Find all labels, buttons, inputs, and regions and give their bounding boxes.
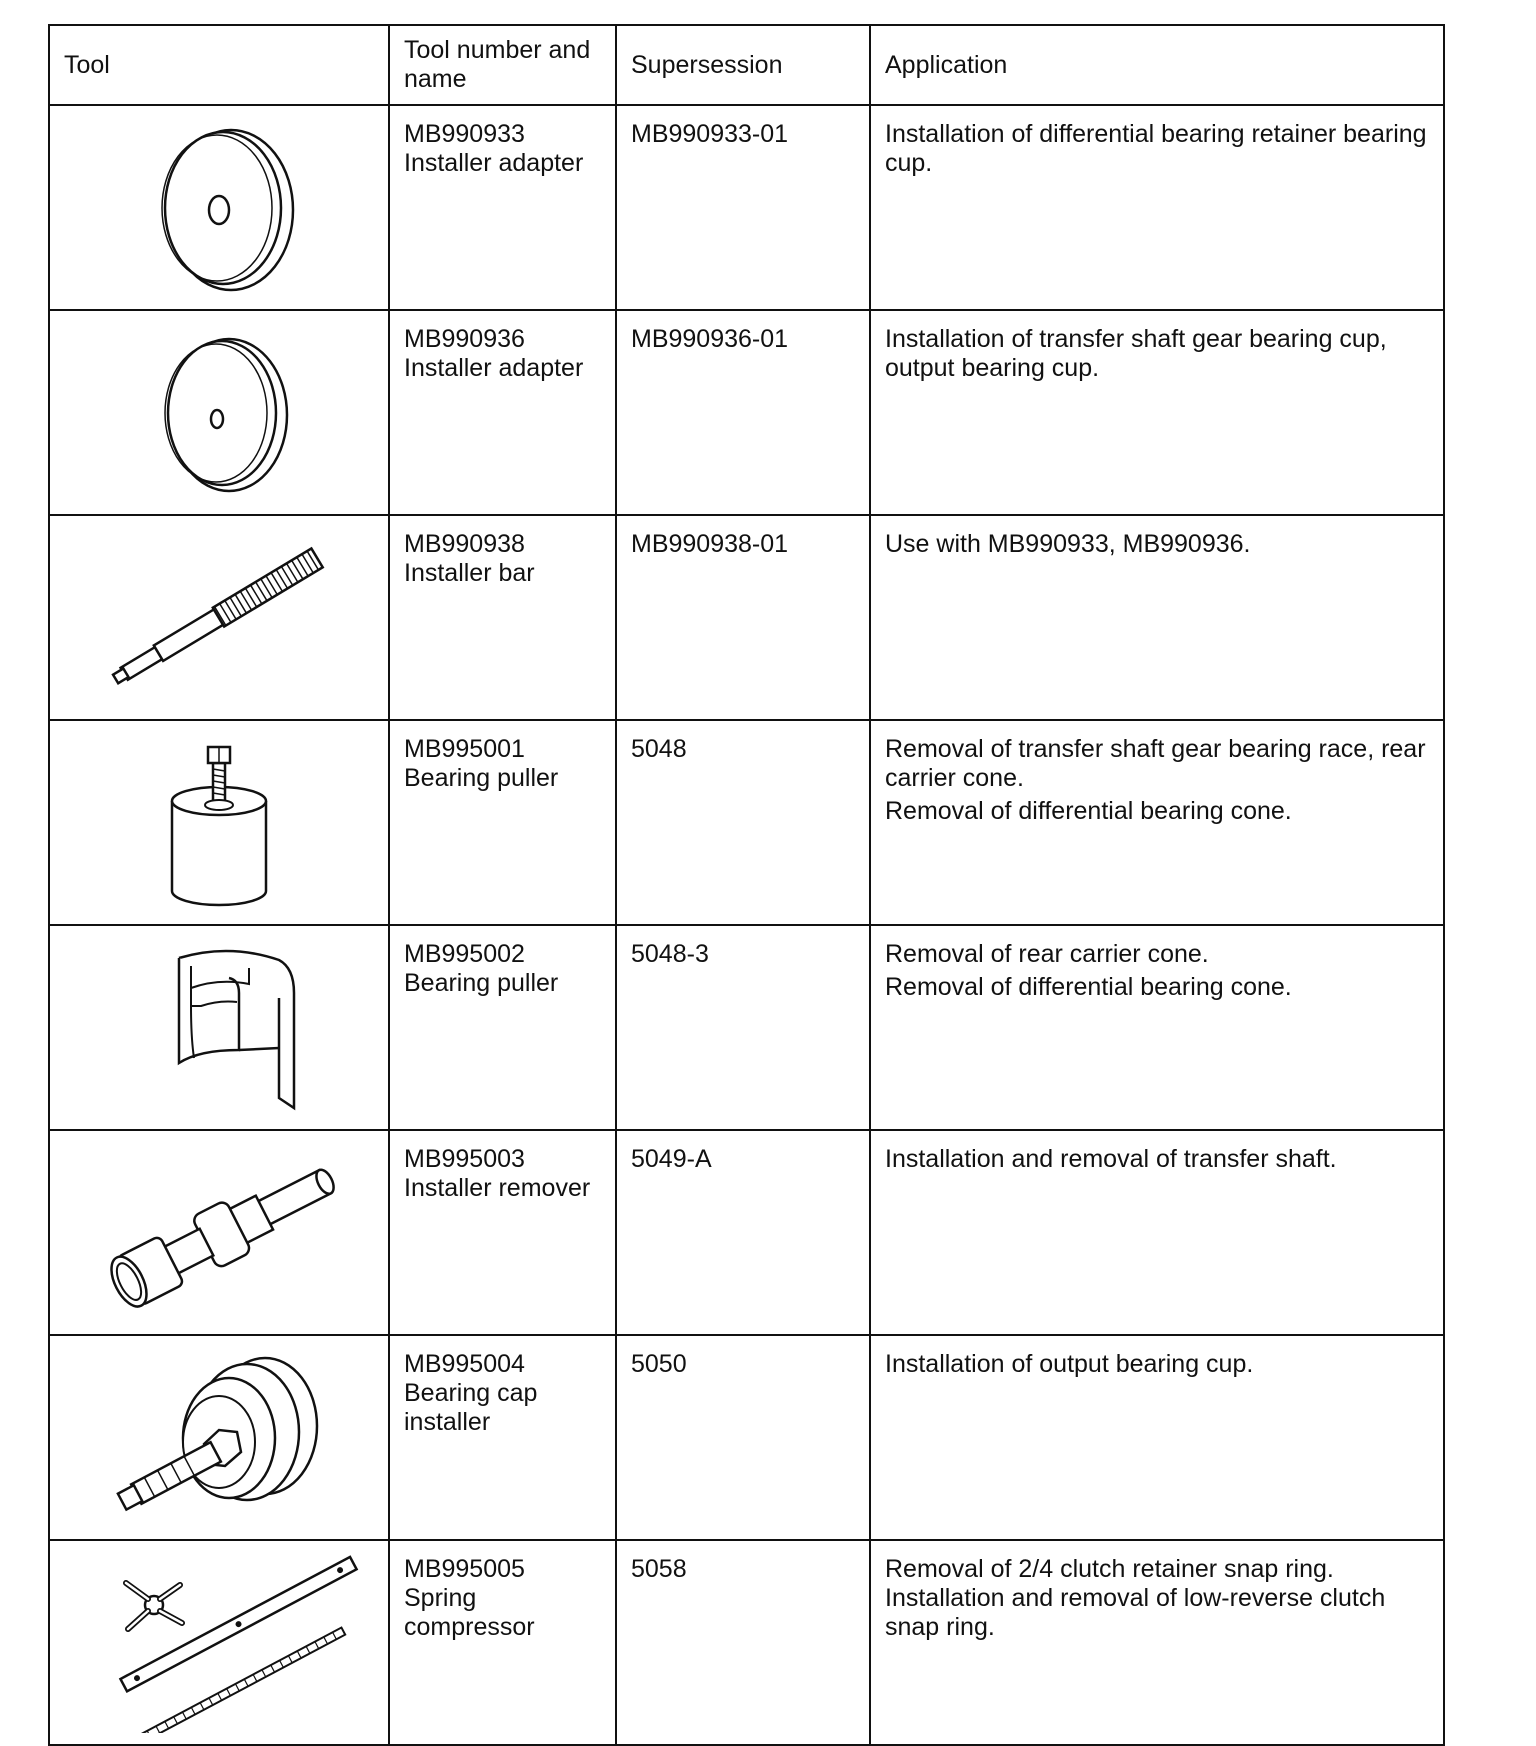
table-row <box>49 720 1444 925</box>
installer-adapter-disc-icon <box>119 118 319 298</box>
tool-number-name-cell <box>389 1130 616 1335</box>
tool-image-cell <box>49 1540 389 1745</box>
table-row <box>49 1335 1444 1540</box>
tool-name: Bearing puller <box>404 764 559 792</box>
tool-number-name-cell <box>389 105 616 310</box>
supersession-cell: MB990936-01 <box>616 310 870 515</box>
tool-image-cell <box>49 310 389 515</box>
tool-image-cell <box>49 1130 389 1335</box>
table-row <box>49 1540 1444 1745</box>
header-application: Application <box>870 25 1444 105</box>
tool-number: MB995004 <box>404 1350 525 1378</box>
tool-number: MB995001 <box>404 735 525 763</box>
tool-image-cell <box>49 925 389 1130</box>
special-tools-table <box>48 24 1445 1746</box>
tool-name: Installer bar <box>404 559 535 587</box>
tool-image-cell <box>49 720 389 925</box>
tool-number: MB995002 <box>404 940 525 968</box>
application-line: Use with MB990933, MB990936. <box>885 530 1251 558</box>
header-supersession: Supersession <box>616 25 870 105</box>
application-cell <box>870 720 1444 925</box>
tool-number: MB995005 <box>404 1555 525 1583</box>
application-line: Installation of differential bearing retainer bearing cup. <box>885 120 1427 177</box>
supersession-cell: 5048-3 <box>616 925 870 1130</box>
header-tool: Tool <box>49 25 389 105</box>
tool-name: Spring compressor <box>404 1584 535 1641</box>
application-line: Installation of transfer shaft gear bearing cup, output bearing cup. <box>885 325 1387 382</box>
bearing-puller-icon <box>119 733 319 913</box>
installer-bar-icon <box>69 528 369 708</box>
table-row <box>49 925 1444 1130</box>
tool-image-cell <box>49 515 389 720</box>
tool-number-name-cell <box>389 310 616 515</box>
table-row <box>49 310 1444 515</box>
spring-compressor-icon <box>69 1553 369 1733</box>
tool-number-name-cell <box>389 1335 616 1540</box>
application-line: Removal of differential bearing cone. <box>885 973 1292 1001</box>
tool-number-name-cell <box>389 515 616 720</box>
header-row <box>49 25 1444 105</box>
application-line: Removal of 2/4 clutch retainer snap ring. Installation and removal of low-reverse clutch snap ring. <box>885 1555 1386 1641</box>
application-cell <box>870 1540 1444 1745</box>
tool-image-cell <box>49 1335 389 1540</box>
tool-name: Installer adapter <box>404 354 584 382</box>
table-row <box>49 105 1444 310</box>
application-cell <box>870 310 1444 515</box>
tool-name: Bearing puller <box>404 969 559 997</box>
installer-remover-icon <box>69 1143 369 1323</box>
application-cell <box>870 925 1444 1130</box>
supersession-cell: 5058 <box>616 1540 870 1745</box>
application-line: Removal of rear carrier cone. <box>885 940 1209 968</box>
tool-name: Installer remover <box>404 1174 591 1202</box>
supersession-cell: 5049-A <box>616 1130 870 1335</box>
application-line: Removal of transfer shaft gear bearing race, rear carrier cone. <box>885 735 1426 792</box>
tool-number: MB995003 <box>404 1145 525 1173</box>
application-cell <box>870 1335 1444 1540</box>
application-line: Removal of differential bearing cone. <box>885 797 1292 825</box>
bearing-puller-cup-icon <box>119 938 319 1118</box>
installer-adapter-disc-icon <box>119 323 319 503</box>
application-cell <box>870 1130 1444 1335</box>
tool-image-cell <box>49 105 389 310</box>
bearing-cap-installer-icon <box>69 1348 369 1528</box>
table-row <box>49 1130 1444 1335</box>
tool-number-name-cell <box>389 1540 616 1745</box>
application-cell <box>870 105 1444 310</box>
supersession-cell: MB990938-01 <box>616 515 870 720</box>
tool-number-name-cell <box>389 720 616 925</box>
header-number-name: Tool number and name <box>389 25 616 105</box>
tool-number: MB990936 <box>404 325 525 353</box>
cross-plate <box>126 1583 182 1629</box>
supersession-cell: MB990933-01 <box>616 105 870 310</box>
supersession-cell: 5050 <box>616 1335 870 1540</box>
tool-number-name-cell <box>389 925 616 1130</box>
application-line: Installation and removal of transfer shaft. <box>885 1145 1337 1173</box>
tool-name: Bearing cap installer <box>404 1379 538 1436</box>
tool-name: Installer adapter <box>404 149 584 177</box>
supersession-cell: 5048 <box>616 720 870 925</box>
table-row <box>49 515 1444 720</box>
application-cell <box>870 515 1444 720</box>
tool-number: MB990938 <box>404 530 525 558</box>
tool-number: MB990933 <box>404 120 525 148</box>
application-line: Installation of output bearing cup. <box>885 1350 1254 1378</box>
